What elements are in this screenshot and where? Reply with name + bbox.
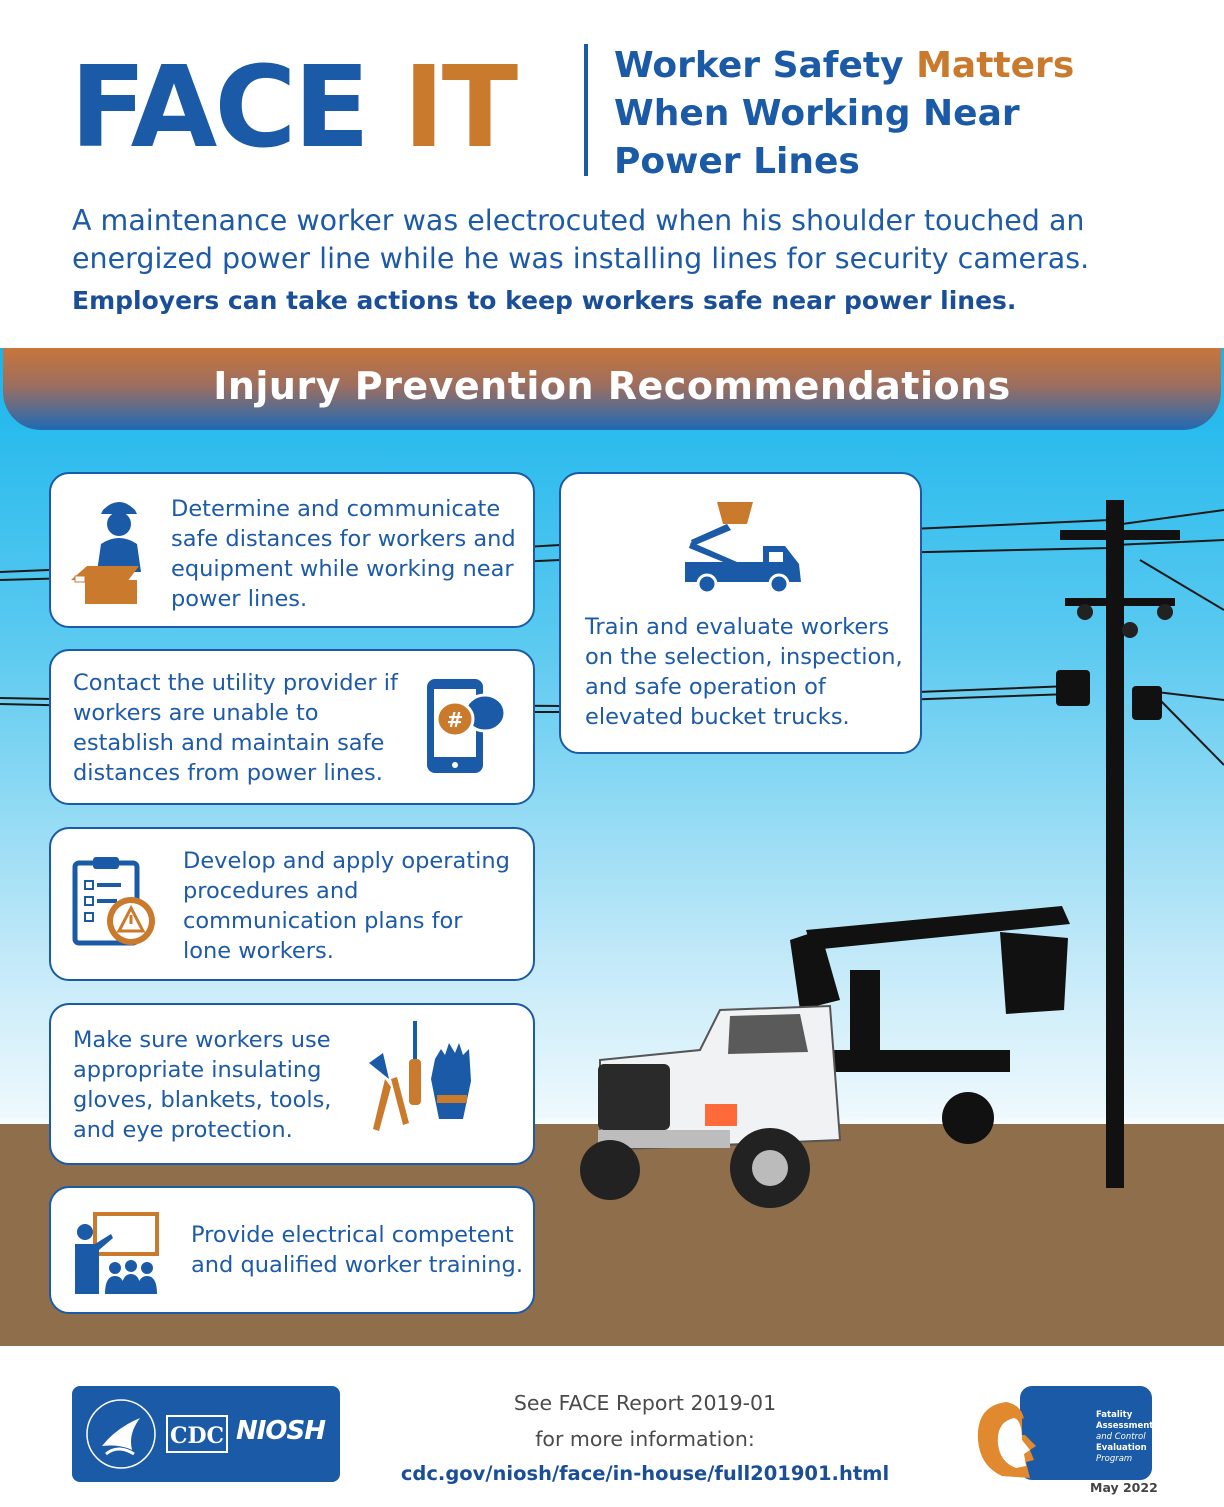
worker-at-desk-icon [67, 494, 159, 606]
recommendation-card [49, 649, 535, 805]
header-divider [584, 44, 588, 176]
page-title [614, 42, 1174, 186]
publication-date: May 2022 [1090, 1480, 1158, 1495]
clipboard-warning-icon [71, 853, 161, 953]
recommendation-card [49, 1003, 535, 1165]
truck-grille [598, 1064, 670, 1130]
tools-gloves-icon [359, 1019, 489, 1143]
recommendation-text: Contact the utility provider if workers are unable to establish and maintain safe distances from power lines. [73, 670, 398, 786]
banner-title: Injury Prevention Recommendations [213, 364, 1011, 408]
bucket [1000, 932, 1068, 1014]
recommendation-text: Determine and communicate safe distances for workers and equipment while working near power lines. [171, 496, 516, 612]
title-line2: When Working Near [614, 93, 1020, 134]
it-word: IT [403, 43, 516, 173]
hhs-cdc-niosh-logo [72, 1386, 340, 1482]
truck-light [705, 1104, 737, 1126]
title-line1-a: Worker Safety [614, 45, 917, 86]
training-presentation-icon [71, 1212, 163, 1296]
niosh-logo: NIOSH [236, 1416, 326, 1446]
recommendation-text: Train and evaluate workers on the selection, inspection, and safe operation of elevated bucket trucks. [585, 614, 903, 730]
report-line-1: See FACE Report 2019-01 [513, 1391, 777, 1415]
transformer [1132, 686, 1162, 720]
crossarm [1060, 530, 1180, 540]
recommendation-text: Develop and apply operating procedures and communication plans for lone workers. [183, 848, 510, 964]
report-link[interactable]: cdc.gov/niosh/face/in-house/full201901.html [400, 1462, 890, 1485]
recommendation-card [49, 827, 535, 981]
face-logo-subtitle: Fatality Assessment and Control Evaluation Program [1096, 1410, 1154, 1464]
cdc-logo: CDC [166, 1415, 228, 1453]
intro-text: A maintenance worker was electrocuted when his shoulder touched an energized power line while he was installing lines for security cameras. [72, 204, 1090, 275]
phone-chat-icon [425, 677, 507, 775]
recommendation-text: Provide electrical competent and qualified worker training. [191, 1222, 523, 1278]
recommendation-card [49, 1186, 535, 1314]
title-line1-b: Matters [916, 45, 1075, 86]
bucket-truck-icon [681, 498, 807, 594]
recommendation-text: Make sure workers use appropriate insulating gloves, blankets, tools, and eye protection. [73, 1027, 332, 1143]
face-word: FACE [70, 43, 368, 173]
intro-bold-text: Employers can take actions to keep workers safe near power lines. [72, 286, 1017, 315]
face-it-logo [70, 43, 516, 173]
truck-window [728, 1014, 808, 1054]
recommendation-card [49, 472, 535, 628]
transformer [1056, 670, 1090, 706]
report-line-2: for more information: [535, 1427, 755, 1451]
title-line3: Power Lines [614, 141, 860, 182]
face-logo-text: FACE [1020, 1416, 1081, 1441]
face-program-logo [976, 1384, 1152, 1484]
hhs-seal-icon [82, 1394, 160, 1474]
svg-text:#: # [446, 708, 464, 732]
recommendation-card [559, 472, 922, 754]
